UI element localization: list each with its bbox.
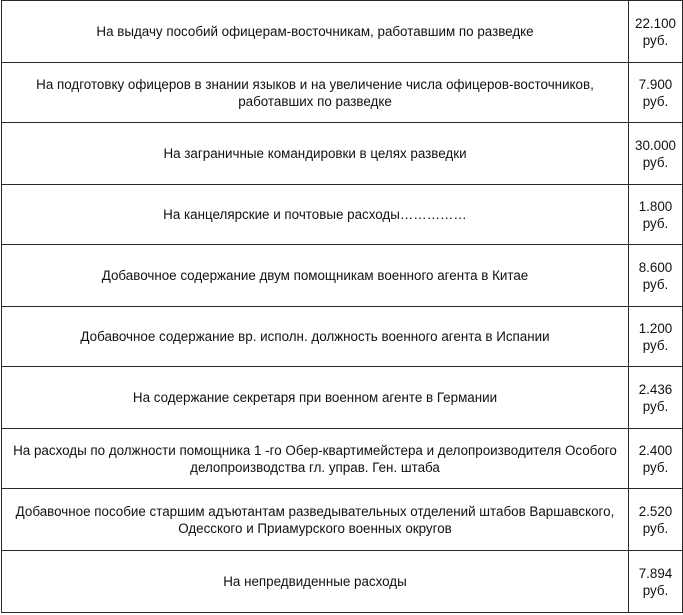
row-unit: руб. [642,582,669,598]
row-unit: руб. [642,93,669,109]
row-unit: руб. [642,154,669,170]
row-amount-cell [629,307,683,367]
row-amount: 2.436 [638,381,673,397]
row-unit: руб. [642,520,669,536]
row-amount-cell [629,489,683,551]
row-description: На заграничные командировки в целях разведки [2,123,629,185]
row-amount: 7.900 [638,76,673,92]
table-row [2,1,683,63]
row-description: На содержание секретаря при военном агенте в Германии [2,367,629,429]
table-row [2,307,683,367]
table-row [2,367,683,429]
row-description: На расходы по должности помощника 1 -го Обер-квартимейстера и делопроизводителя Особого делопроизводства гл. управ. Ген. штаба [2,429,629,489]
row-amount: 2.400 [638,442,673,458]
row-unit: руб. [642,398,669,414]
table-row [2,185,683,245]
row-amount: 8.600 [638,259,673,275]
row-unit: руб. [642,459,669,475]
row-amount: 7.894 [638,565,673,581]
row-amount-cell [629,1,683,63]
row-amount-cell [629,185,683,245]
row-amount-cell [629,551,683,613]
expenses-table-body [2,1,683,613]
row-amount-cell [629,63,683,123]
row-description: На канцелярские и почтовые расходы…………… [2,185,629,245]
table-row [2,245,683,307]
table-row [2,63,683,123]
row-description: Добавочное пособие старшим адъютантам разведывательных отделений штабов Варшавского, Одесского и Приамурского военных округов [2,489,629,551]
row-unit: руб. [642,276,669,292]
row-amount-cell [629,429,683,489]
table-row [2,123,683,185]
row-amount-cell [629,123,683,185]
row-amount: 22.100 [635,15,676,31]
row-description: Добавочное содержание вр. исполн. должность военного агента в Испании [2,307,629,367]
table-row [2,551,683,613]
row-description: На выдачу пособий офицерам-восточникам, работавшим по разведке [2,1,629,63]
row-amount: 1.800 [638,198,673,214]
row-amount: 2.520 [638,503,673,519]
row-description: Добавочное содержание двум помощникам военного агента в Китае [2,245,629,307]
row-amount: 30.000 [635,137,676,153]
table-row [2,489,683,551]
table-row [2,429,683,489]
row-unit: руб. [642,337,669,353]
row-unit: руб. [642,215,669,231]
row-description: На непредвиденные расходы [2,551,629,613]
row-amount-cell [629,367,683,429]
row-unit: руб. [642,32,669,48]
expenses-table [1,0,683,613]
row-description: На подготовку офицеров в знании языков и на увеличение числа офицеров-восточников, работавших по разведке [2,63,629,123]
row-amount: 1.200 [638,320,673,336]
row-amount-cell [629,245,683,307]
